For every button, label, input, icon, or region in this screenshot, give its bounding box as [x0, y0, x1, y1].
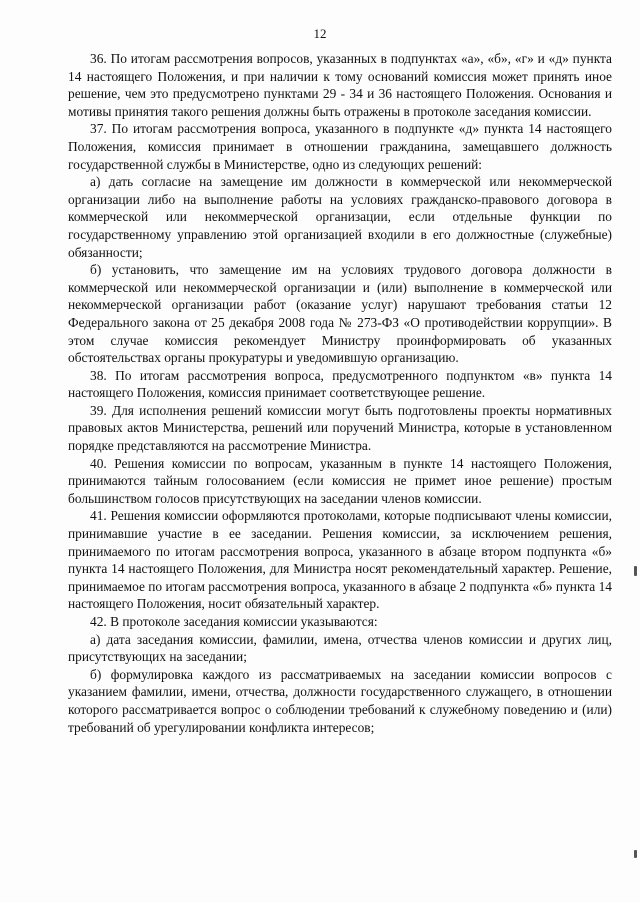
paragraph-36: 36. По итогам рассмотрения вопросов, указанных в подпунктах «а», «б», «г» и «д» пункта 14 настоящего Положения, и при наличии к тому оснований комиссия может принять иное решение, чем это предусмотрено пунктами 29 - 34 и 36 настоящего Положения. Основания и мотивы принятия такого решения должны быть отражены в протоколе заседания комиссии.	[68, 51, 612, 119]
paragraph-39: 39. Для исполнения решений комиссии могут быть подготовлены проекты нормативных правовых актов Министерства, решений или поручений Министра, которые в установленном порядке представляются на рассмотрение Министра.	[68, 402, 612, 454]
paragraph-37-a: а) дать согласие на замещение им должности в коммерческой или некоммерческой организации либо на выполнение работы на условиях гражданско-правового договора в коммерческой или некоммерческой организации, если отдельные функции по государственному управлению этой организацией входили в его должностные (служебные) обязанности;	[68, 174, 612, 260]
paragraph-42: 42. В протоколе заседания комиссии указываются:	[90, 614, 378, 629]
document-body	[68, 50, 612, 736]
paragraph-42-a: а) дата заседания комиссии, фамилии, имена, отчества членов комиссии и других лиц, присутствующих на заседании;	[68, 631, 612, 665]
page-number: 12	[313, 26, 327, 41]
paragraph-38: 38. По итогам рассмотрения вопроса, предусмотренного подпунктом «в» пункта 14 настоящего Положения, комиссия принимает соответствующее решение.	[68, 367, 612, 401]
paragraph-37-b: б) установить, что замещение им на условиях трудового договора должности в коммерческой или некоммерческой организации и (или) выполнение в коммерческой или некоммерческой организации работ (оказание услуг) нарушают требования статьи 12 Федерального закона от 25 декабря 2008 года № 273-ФЗ «О противодействии коррупции». В этом случае комиссия рекомендует Министру проинформировать об указанных обстоятельствах органы прокуратуры и уведомившую организацию.	[68, 262, 612, 366]
paragraph-41: 41. Решения комиссии оформляются протоколами, которые подписывают члены комиссии, принимавшие участие в ее заседании. Решения комиссии, за исключением решения, принимаемого по итогам рассмотрения вопроса, указанного в абзаце втором подпункта «б» пункта 14 настоящего Положения, для Министра носят рекомендательный характер. Решение, принимаемое по итогам рассмотрения вопроса, указанного в абзаце 2 подпункта «б» пункта 14 настоящего Положения, носит обязательный характер.	[68, 508, 612, 612]
paragraph-40: 40. Решения комиссии по вопросам, указанным в пункте 14 настоящего Положения, принимаются тайным голосованием (если комиссия не примет иное решение) простым большинством голосов присутствующих на заседании членов комиссии.	[68, 455, 612, 506]
paragraph-42-b: б) формулировка каждого из рассматриваемых на заседании комиссии вопросов с указанием фамилии, имени, отчества, должности государственного служащего, в отношении которого рассматривается вопрос о соблюдении требований к служебному поведению и (или) требований об урегулировании конфликта интересов;	[68, 666, 612, 735]
paragraph-37: 37. По итогам рассмотрения вопроса, указанного в подпункте «д» пункта 14 настоящего Положения, комиссия принимает в отношении гражданина, замещавшего должность государственной службы в Министерстве, одно из следующих решений:	[68, 121, 612, 172]
scan-edge-mark	[634, 850, 637, 858]
scan-edge-mark	[634, 566, 637, 576]
